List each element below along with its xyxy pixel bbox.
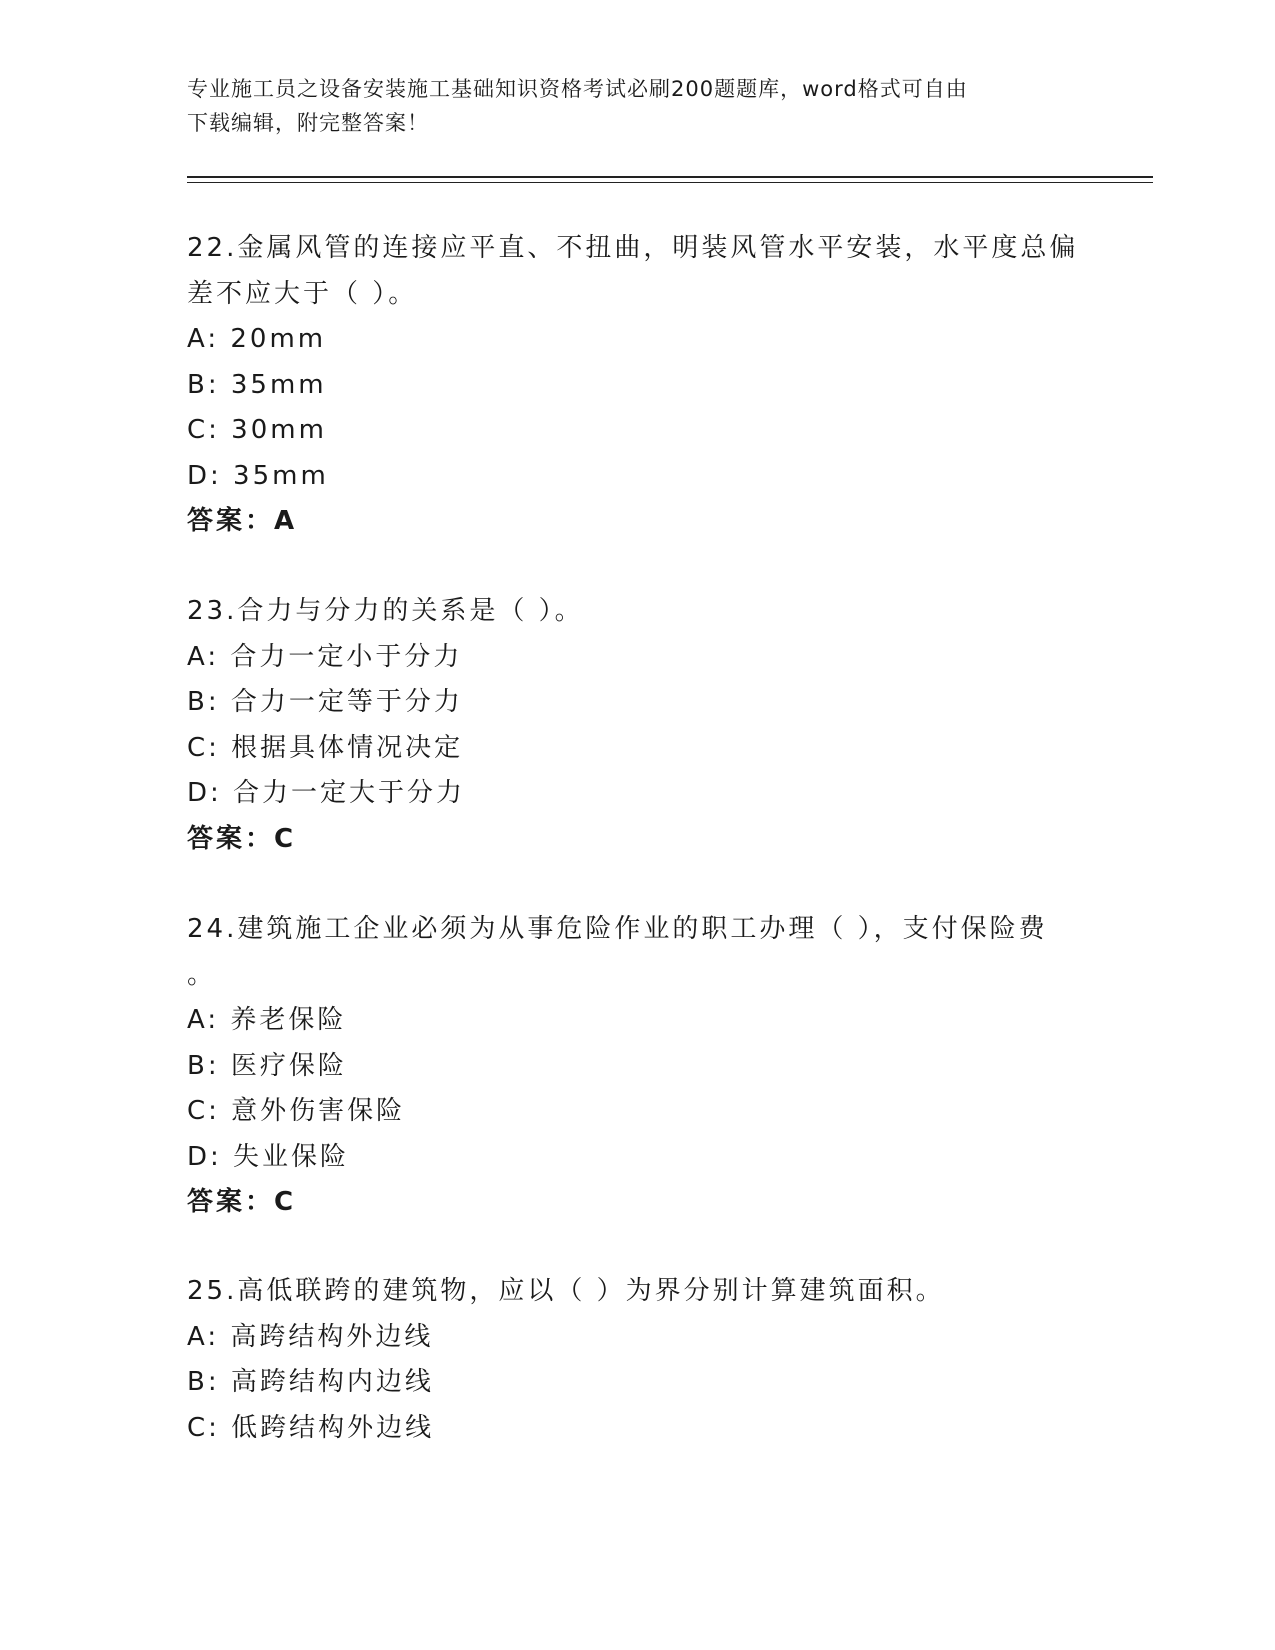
option-c: C: 低跨结构外边线 (187, 1412, 435, 1443)
answer: 答案：C (187, 1187, 297, 1217)
header-line-1: 专业施工员之设备安装施工基础知识资格考试必刷200题题库，word格式可自由 (187, 77, 968, 101)
option-d: D: 合力一定大于分力 (187, 778, 466, 808)
question-stem: 25.高低联跨的建筑物，应以（ ）为界分别计算建筑面积。 (187, 1276, 945, 1306)
header-line-2: 下载编辑，附完整答案！ (187, 111, 429, 135)
option-a: A: 高跨结构外边线 (187, 1321, 434, 1352)
question-stem: 24.建筑施工企业必须为从事危险作业的职工办理（ ），支付保险费 (187, 914, 1048, 944)
question-22 (187, 226, 1087, 545)
question-stem: 22.金属风管的连接应平直、不扭曲，明装风管水平安装，水平度总偏 (187, 233, 1079, 263)
option-b: B: 35mm (187, 369, 327, 400)
question-24 (187, 907, 1087, 1226)
option-c: C: 30mm (187, 415, 327, 445)
option-b: B: 医疗保险 (187, 1050, 347, 1081)
question-stem-continued: 差不应大于（ ）。 (187, 278, 418, 309)
header-divider-thin (187, 182, 1153, 183)
question-25 (187, 1269, 1087, 1451)
option-c: C: 根据具体情况决定 (187, 732, 464, 763)
option-a: A: 养老保险 (187, 1005, 347, 1035)
option-d: D: 35mm (187, 460, 329, 491)
option-a: A: 20mm (187, 324, 327, 354)
option-a: A: 合力一定小于分力 (187, 641, 463, 672)
option-b: B: 合力一定等于分力 (187, 687, 463, 717)
question-stem: 23.合力与分力的关系是（ ）。 (187, 596, 584, 626)
answer: 答案：C (187, 823, 297, 854)
document-header (187, 72, 1077, 140)
option-d: D: 失业保险 (187, 1141, 350, 1172)
header-divider-thick (187, 176, 1153, 178)
option-c: C: 意外伤害保险 (187, 1096, 406, 1126)
question-23 (187, 589, 1087, 862)
option-b: B: 高跨结构内边线 (187, 1367, 434, 1397)
answer: 答案：A (187, 506, 298, 536)
question-stem-continued: 。 (187, 959, 217, 990)
